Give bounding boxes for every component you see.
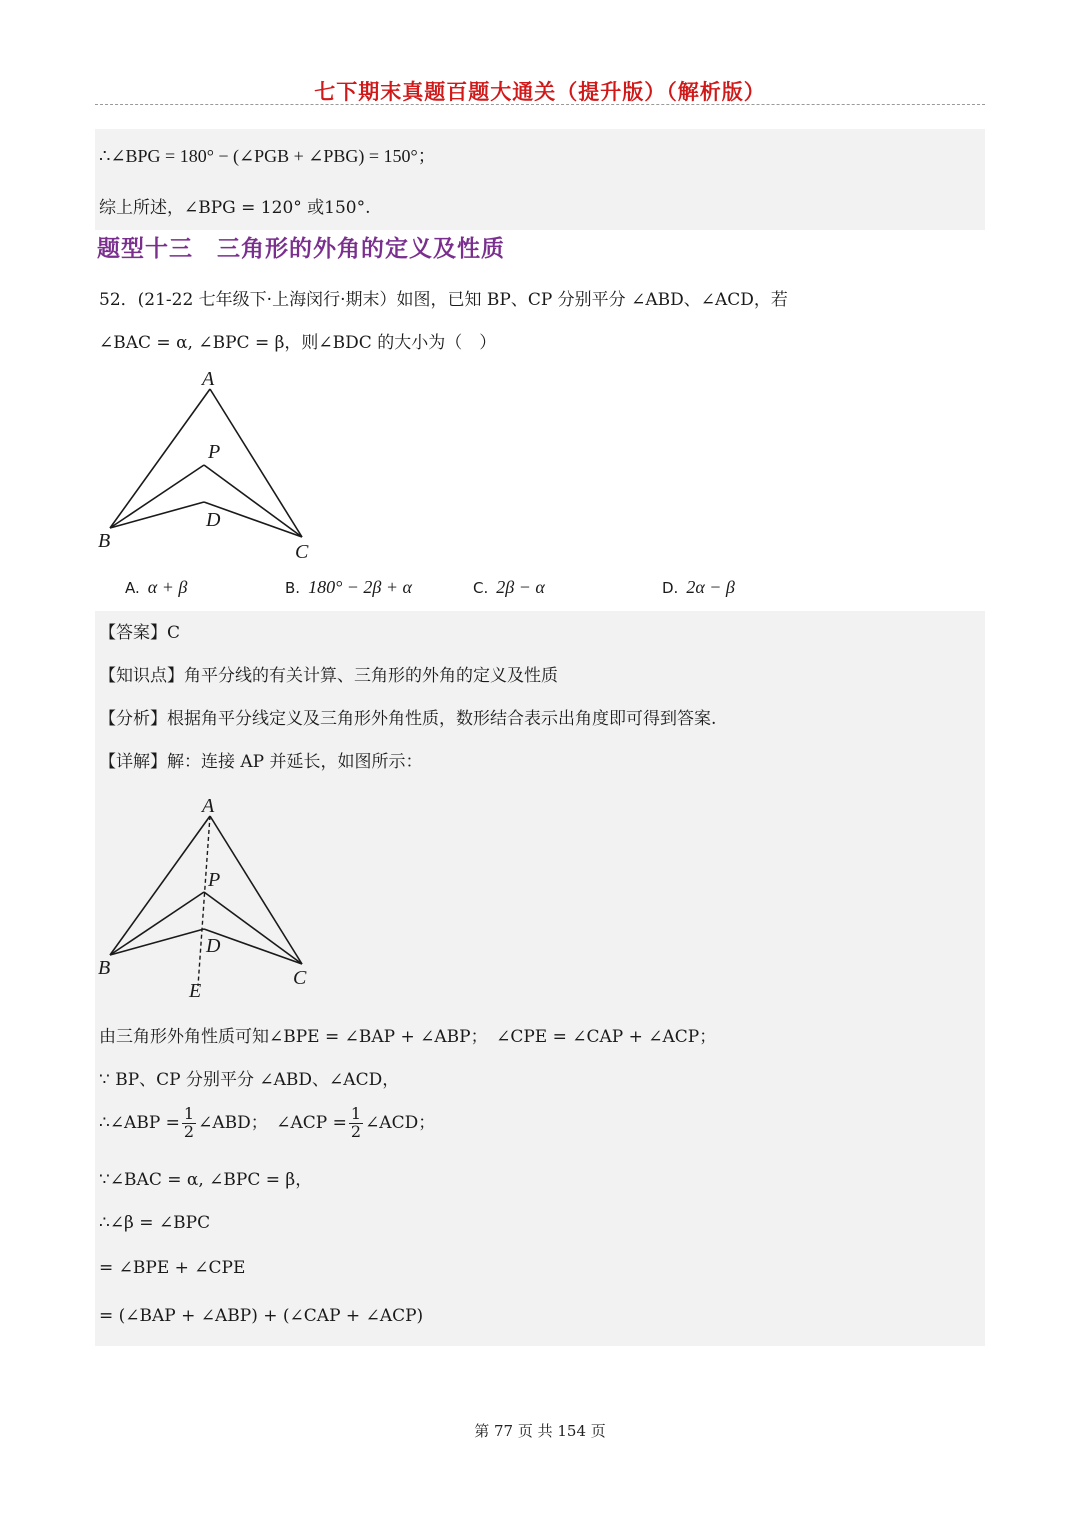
question-text-line-2: ∠BAC = α, ∠BPC = β，则∠BDC 的大小为（ ） xyxy=(99,333,497,353)
figure-label-p: P xyxy=(208,441,221,463)
fraction-half-2: $\frac{1}{2}$ xyxy=(350,1104,362,1141)
solution-figure xyxy=(90,792,330,1007)
question-figure xyxy=(90,365,330,565)
option-c[interactable]: C. 2β − α xyxy=(473,577,545,597)
answer-options xyxy=(125,577,885,603)
solution-line-1: ∴∠BPG = 180° − (∠PGB + ∠PBG) = 150°； xyxy=(99,146,436,166)
page-number: 第 77 页 共 154 页 xyxy=(474,1422,606,1440)
step-2: ∵ BP、CP 分别平分 ∠ABD、∠ACD， xyxy=(99,1070,400,1090)
option-d[interactable]: D. 2α − β xyxy=(662,577,735,597)
solution-label-a: A xyxy=(202,795,215,817)
analysis-line: 【分析】根据角平分线定义及三角形外角性质，数形结合表示出角度即可得到答案. xyxy=(99,709,717,729)
figure-label-b: B xyxy=(98,530,111,552)
solution-label-e: E xyxy=(189,980,202,1002)
step-3: ∴∠ABP = $\frac{1}{2}$ ∠ABD； ∠ACP = $\frac{1}{2}$ ∠ACD； xyxy=(99,1104,436,1141)
header-divider xyxy=(95,104,985,105)
question-text-line-1: 52．(21-22 七年级下·上海闵行·期末）如图，已知 BP、CP 分别平分 ∠ABD、∠ACD，若 xyxy=(99,290,788,310)
option-b[interactable]: B. 180° − 2β + α xyxy=(285,577,412,597)
figure-label-c: C xyxy=(295,541,309,563)
fraction-half-1: $\frac{1}{2}$ xyxy=(183,1104,195,1141)
step-1: 由三角形外角性质可知∠BPE = ∠BAP + ∠ABP； ∠CPE = ∠CAP + ∠ACP； xyxy=(99,1027,717,1047)
knowledge-line: 【知识点】角平分线的有关计算、三角形的外角的定义及性质 xyxy=(99,666,558,686)
answer-line: 【答案】C xyxy=(99,623,181,643)
solution-line-2: 综上所述，∠BPG = 120° 或150°. xyxy=(99,198,371,218)
step-5: ∴∠β = ∠BPC xyxy=(99,1213,211,1233)
detail-line: 【详解】解：连接 AP 并延长，如图所示： xyxy=(99,752,423,772)
option-a[interactable]: A. α + β xyxy=(125,577,188,597)
step-6: = ∠BPE + ∠CPE xyxy=(99,1258,246,1278)
figure-label-d: D xyxy=(206,509,221,531)
step-7: = (∠BAP + ∠ABP) + (∠CAP + ∠ACP) xyxy=(99,1306,424,1326)
solution-label-c: C xyxy=(293,967,307,989)
step-4: ∵∠BAC = α, ∠BPC = β， xyxy=(99,1170,313,1190)
document-header-title: 七下期末真题百题大通关（提升版）（解析版） xyxy=(314,80,766,104)
section-title: 题型十三 三角形的外角的定义及性质 xyxy=(97,236,505,262)
figure-label-a: A xyxy=(202,368,215,390)
solution-label-d: D xyxy=(206,935,221,957)
solution-label-b: B xyxy=(98,957,111,979)
solution-label-p: P xyxy=(208,869,221,891)
